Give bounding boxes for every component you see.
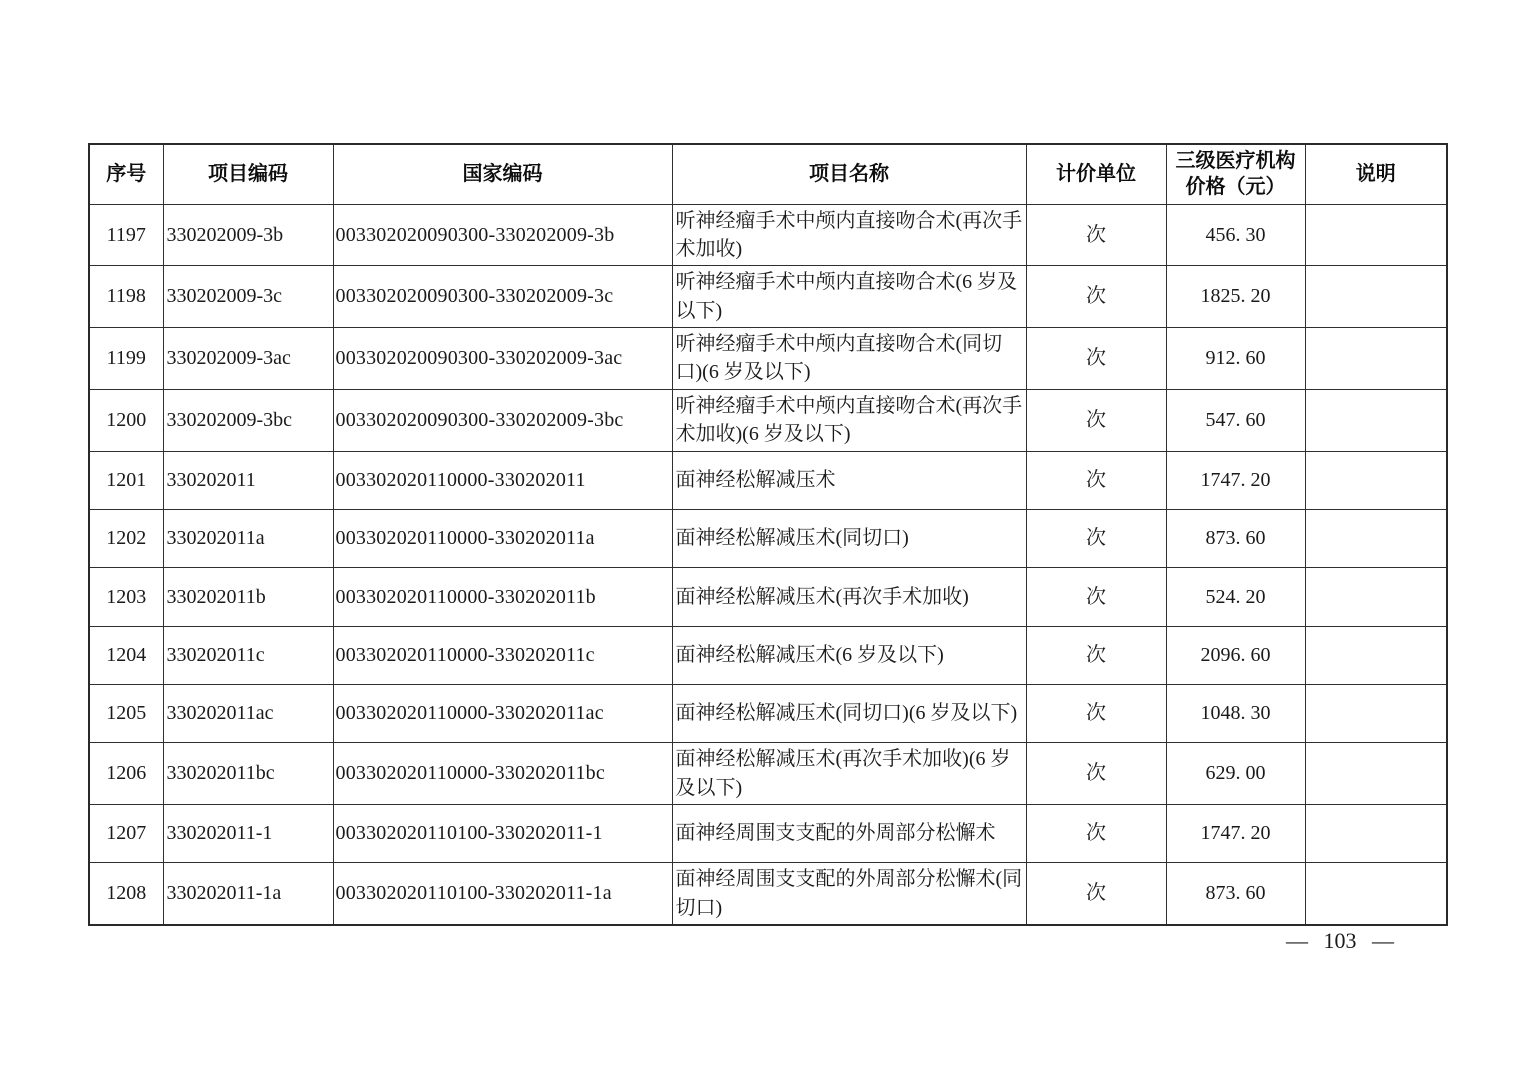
seq-cell: 1206 <box>89 743 163 805</box>
national-code-cell: 003302020090300-330202009-3b <box>333 204 672 266</box>
item-name-cell: 面神经松解减压术(6 岁及以下) <box>672 626 1026 684</box>
price-cell: 547. 60 <box>1166 389 1305 451</box>
seq-cell: 1202 <box>89 509 163 567</box>
note-cell <box>1305 863 1447 925</box>
item-name-cell: 面神经周围支支配的外周部分松懈术(同切口) <box>672 863 1026 925</box>
price-cell: 1747. 20 <box>1166 804 1305 862</box>
item-name-cell: 听神经瘤手术中颅内直接吻合术(再次手术加收) <box>672 204 1026 266</box>
price-cell: 1048. 30 <box>1166 684 1305 742</box>
unit-cell: 次 <box>1026 684 1166 742</box>
table-row <box>89 863 1447 925</box>
column-header-price-line1: 三级医疗机构 <box>1175 150 1296 173</box>
item-code-cell: 330202011ac <box>163 684 333 742</box>
header-row <box>89 144 1447 204</box>
note-cell <box>1305 626 1447 684</box>
item-code-cell: 330202011b <box>163 568 333 626</box>
unit-cell: 次 <box>1026 626 1166 684</box>
item-name-cell: 面神经松解减压术(同切口) <box>672 509 1026 567</box>
national-code-cell: 003302020110000-330202011c <box>333 626 672 684</box>
page-number: — 103 — <box>1286 928 1394 953</box>
item-code-cell: 330202009-3ac <box>163 328 333 390</box>
national-code-cell: 003302020110100-330202011-1 <box>333 804 672 862</box>
medical-price-table <box>88 143 1448 926</box>
table-row <box>89 509 1447 567</box>
unit-cell: 次 <box>1026 328 1166 390</box>
note-cell <box>1305 266 1447 328</box>
national-code-cell: 003302020110000-330202011b <box>333 568 672 626</box>
seq-cell: 1197 <box>89 204 163 266</box>
item-name-cell: 听神经瘤手术中颅内直接吻合术(再次手术加收)(6 岁及以下) <box>672 389 1026 451</box>
national-code-cell: 003302020090300-330202009-3c <box>333 266 672 328</box>
unit-cell: 次 <box>1026 451 1166 509</box>
note-cell <box>1305 568 1447 626</box>
table-row <box>89 626 1447 684</box>
national-code-cell: 003302020090300-330202009-3bc <box>333 389 672 451</box>
seq-cell: 1208 <box>89 863 163 925</box>
table-header <box>89 144 1447 204</box>
note-cell <box>1305 451 1447 509</box>
item-code-cell: 330202011-1 <box>163 804 333 862</box>
price-cell: 456. 30 <box>1166 204 1305 266</box>
price-cell: 629. 00 <box>1166 743 1305 805</box>
table-row <box>89 266 1447 328</box>
column-header-note: 说明 <box>1305 144 1447 204</box>
column-header-price-line2: 价格（元） <box>1185 176 1286 199</box>
column-header-national-code: 国家编码 <box>333 144 672 204</box>
table-row <box>89 389 1447 451</box>
unit-cell: 次 <box>1026 863 1166 925</box>
column-header-price <box>1166 144 1305 204</box>
note-cell <box>1305 509 1447 567</box>
price-cell: 1747. 20 <box>1166 451 1305 509</box>
item-name-cell: 听神经瘤手术中颅内直接吻合术(6 岁及以下) <box>672 266 1026 328</box>
seq-cell: 1199 <box>89 328 163 390</box>
note-cell <box>1305 684 1447 742</box>
seq-cell: 1207 <box>89 804 163 862</box>
table-row <box>89 451 1447 509</box>
item-name-cell: 面神经松解减压术(再次手术加收) <box>672 568 1026 626</box>
item-name-cell: 面神经松解减压术(同切口)(6 岁及以下) <box>672 684 1026 742</box>
price-cell: 912. 60 <box>1166 328 1305 390</box>
note-cell <box>1305 743 1447 805</box>
table-row <box>89 568 1447 626</box>
item-code-cell: 330202011bc <box>163 743 333 805</box>
table-row <box>89 204 1447 266</box>
price-cell: 873. 60 <box>1166 863 1305 925</box>
item-name-cell: 面神经松解减压术 <box>672 451 1026 509</box>
item-code-cell: 330202011 <box>163 451 333 509</box>
unit-cell: 次 <box>1026 804 1166 862</box>
item-code-cell: 330202009-3b <box>163 204 333 266</box>
note-cell <box>1305 328 1447 390</box>
unit-cell: 次 <box>1026 743 1166 805</box>
column-header-unit: 计价单位 <box>1026 144 1166 204</box>
table-row <box>89 743 1447 805</box>
national-code-cell: 003302020110000-330202011ac <box>333 684 672 742</box>
unit-cell: 次 <box>1026 389 1166 451</box>
column-header-item-code: 项目编码 <box>163 144 333 204</box>
seq-cell: 1200 <box>89 389 163 451</box>
table-row <box>89 328 1447 390</box>
item-name-cell: 听神经瘤手术中颅内直接吻合术(同切口)(6 岁及以下) <box>672 328 1026 390</box>
price-cell: 2096. 60 <box>1166 626 1305 684</box>
item-code-cell: 330202009-3c <box>163 266 333 328</box>
item-code-cell: 330202011a <box>163 509 333 567</box>
seq-cell: 1201 <box>89 451 163 509</box>
price-cell: 1825. 20 <box>1166 266 1305 328</box>
price-cell: 873. 60 <box>1166 509 1305 567</box>
item-code-cell: 330202011-1a <box>163 863 333 925</box>
table-row <box>89 684 1447 742</box>
item-name-cell: 面神经周围支支配的外周部分松懈术 <box>672 804 1026 862</box>
seq-cell: 1205 <box>89 684 163 742</box>
item-code-cell: 330202011c <box>163 626 333 684</box>
seq-cell: 1204 <box>89 626 163 684</box>
note-cell <box>1305 204 1447 266</box>
seq-cell: 1203 <box>89 568 163 626</box>
national-code-cell: 003302020110000-330202011a <box>333 509 672 567</box>
unit-cell: 次 <box>1026 568 1166 626</box>
item-code-cell: 330202009-3bc <box>163 389 333 451</box>
table-body <box>89 204 1447 925</box>
national-code-cell: 003302020110100-330202011-1a <box>333 863 672 925</box>
national-code-cell: 003302020110000-330202011bc <box>333 743 672 805</box>
seq-cell: 1198 <box>89 266 163 328</box>
national-code-cell: 003302020110000-330202011 <box>333 451 672 509</box>
unit-cell: 次 <box>1026 266 1166 328</box>
note-cell <box>1305 389 1447 451</box>
note-cell <box>1305 804 1447 862</box>
table-row <box>89 804 1447 862</box>
item-name-cell: 面神经松解减压术(再次手术加收)(6 岁及以下) <box>672 743 1026 805</box>
national-code-cell: 003302020090300-330202009-3ac <box>333 328 672 390</box>
unit-cell: 次 <box>1026 204 1166 266</box>
column-header-seq: 序号 <box>89 144 163 204</box>
price-cell: 524. 20 <box>1166 568 1305 626</box>
unit-cell: 次 <box>1026 509 1166 567</box>
column-header-item-name: 项目名称 <box>672 144 1026 204</box>
